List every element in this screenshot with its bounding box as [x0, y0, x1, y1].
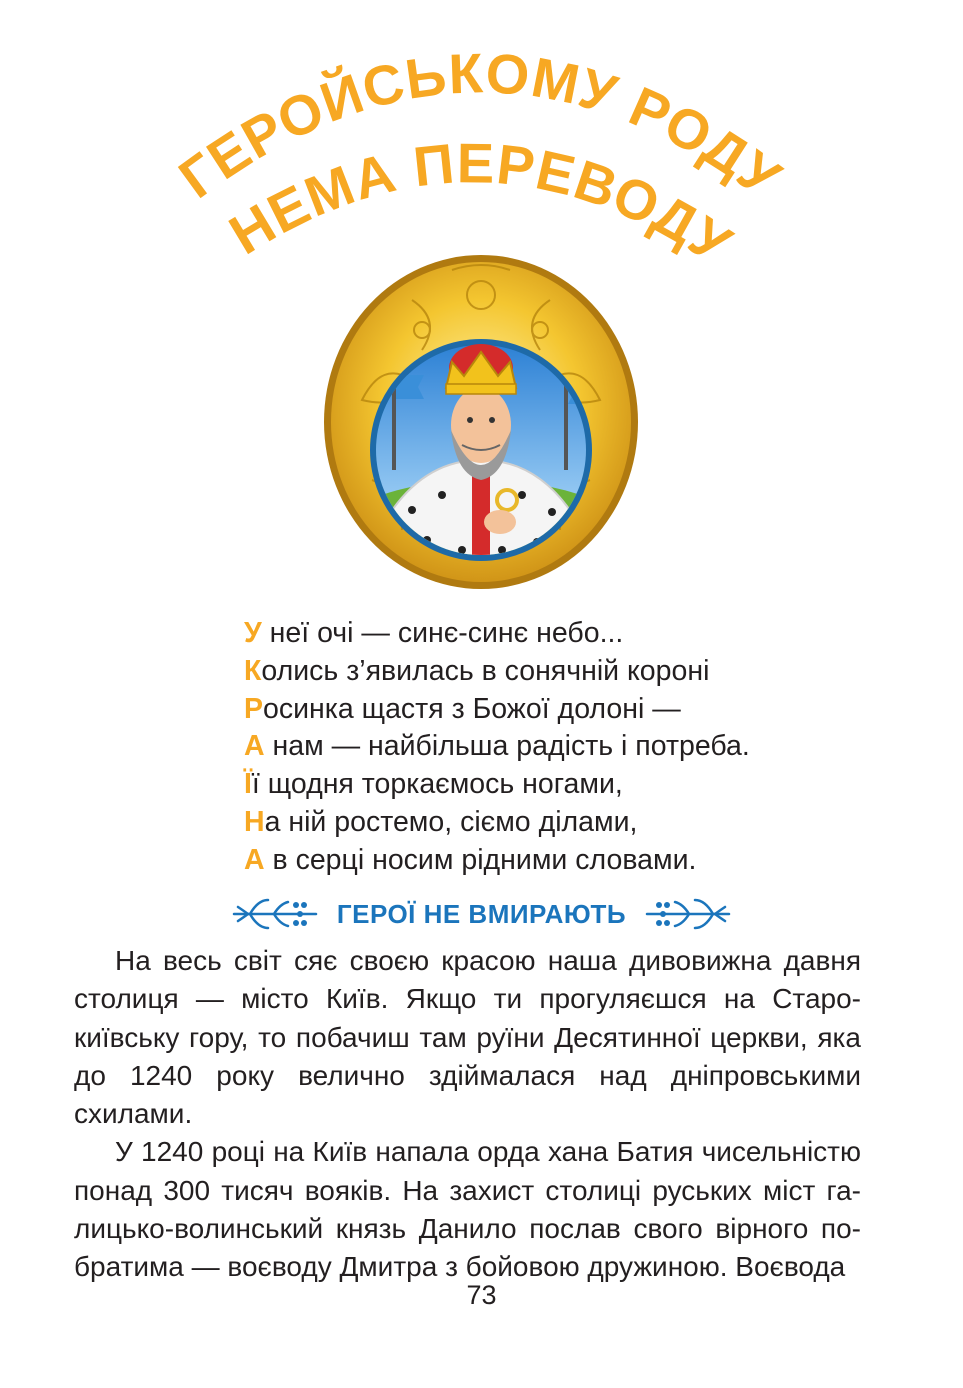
- poem-line: Колись з’явилась в сонячній короні: [244, 654, 710, 687]
- poem-line: У неї очі — синє-синє небо...: [244, 617, 624, 649]
- poem-line: А нам — найбільша радість і потреба.: [244, 730, 750, 763]
- paragraph: На весь світ сяє своєю красою наша дивовижна давня столиця — місто Київ. Якщо ти прогуляєшся на Старокиївську гору, то побачиш там руїни Десятинної церкви, яка до 1240 року велично здіймалася над дніпровськими схилами.: [74, 945, 861, 1130]
- section-heading: [0, 893, 963, 935]
- title-line-1: ГЕРОЙСЬКОМУ РОДУ: [167, 40, 793, 211]
- section-title: ГЕРОЇ НЕ ВМИРАЮТЬ: [336, 898, 627, 929]
- paragraph: У 1240 році на Київ напала орда хана Батия чисельністю понад 300 тисяч вояків. На захист столиці руських міст галицько-волинський князь Данило послав свого вірного побратима — воєводу Дмитра з бойовою дружиною. Воєвода: [74, 1136, 861, 1283]
- left-ornament-icon: [230, 893, 320, 935]
- acrostic-poem: [244, 615, 750, 880]
- right-ornament-icon: [643, 893, 733, 935]
- page-number: 73: [466, 1280, 497, 1310]
- poem-line: А в серці носим рідними словами.: [244, 843, 697, 876]
- portrait-illustration: [322, 250, 640, 590]
- body-text: [74, 942, 861, 1287]
- title-line-2: НЕМА ПЕРЕВОДУ: [218, 131, 743, 277]
- poem-line: На ній ростемо, сіємо ділами,: [244, 805, 638, 838]
- poem-line: Росинка щастя з Божої долоні —: [244, 692, 681, 725]
- poem-line: Її щодня торкаємось ногами,: [244, 768, 623, 801]
